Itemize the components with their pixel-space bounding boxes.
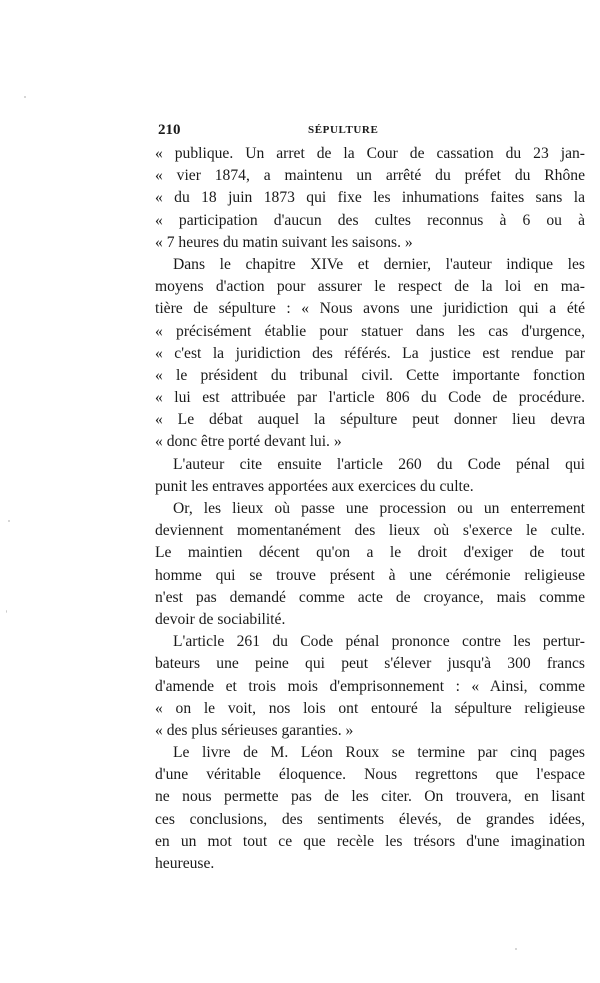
text-line: « Le débat auquel la sépulture peut donner lieu devra (155, 411, 585, 429)
text-line: tière de sépulture : « Nous avons une juridiction qui a été (155, 300, 585, 318)
body-text (155, 143, 585, 875)
text-line: ne nous permette pas de les citer. On trouvera, en lisant (155, 788, 585, 806)
text-line: L'article 261 du Code pénal prononce contre les pertur- (173, 633, 585, 651)
text-line: d'une véritable éloquence. Nous regrettons que l'espace (155, 766, 585, 784)
text-line: heureuse. (155, 855, 215, 872)
text-line: « précisément établie pour statuer dans les cas d'urgence, (155, 322, 585, 340)
scan-speck (24, 96, 26, 98)
text-line: n'est pas demandé comme acte de croyance, mais comme (155, 588, 585, 606)
text-line: moyens d'action pour assurer le respect de la loi en ma- (155, 278, 585, 296)
text-line: d'amende et trois mois d'emprisonnement : « Ainsi, comme (155, 677, 585, 695)
text-line: punit les entraves apportées aux exercices du culte. (155, 477, 474, 495)
text-line: « publique. Un arret de la Cour de cassation du 23 jan- (155, 145, 585, 162)
text-line: « vier 1874, a maintenu un arrêté du préfet du Rhône (155, 167, 585, 185)
scan-speck (8, 520, 10, 522)
text-line: Or, les lieux où passe une procession ou un enterrement (173, 500, 585, 517)
text-line: « on le voit, nos lois ont entouré la sépulture religieuse (155, 699, 585, 717)
scan-speck (6, 610, 7, 613)
running-title: SÉPULTURE (308, 124, 379, 136)
text-line: « des plus sérieuses garanties. » (155, 721, 354, 739)
text-line: « 7 heures du matin suivant les saisons. » (155, 233, 413, 251)
text-line: devoir de sociabilité. (155, 610, 286, 628)
scan-speck (515, 948, 517, 950)
text-line: « c'est la juridiction des référés. La justice est rendue par (155, 344, 585, 362)
text-line: « du 18 juin 1873 qui fixe les inhumations faites sans la (155, 189, 585, 207)
text-line: L'auteur cite ensuite l'article 260 du Code pénal qui (173, 455, 585, 473)
text-line: Dans le chapitre XIVe et dernier, l'auteur indique les (173, 255, 585, 273)
text-line: « le président du tribunal civil. Cette importante fonction (155, 366, 585, 384)
text-line: en un mot tout ce que recèle les trésors d'une imagination (155, 832, 585, 850)
text-line: ces conclusions, des sentiments élevés, de grandes idées, (155, 810, 585, 828)
text-line: bateurs une peine qui peut s'élever jusqu'à 300 francs (155, 655, 585, 673)
running-head (158, 122, 582, 142)
page-number: 210 (158, 122, 181, 138)
text-line: « donc être porté devant lui. » (155, 433, 342, 451)
text-line: homme qui se trouve présent à une cérémonie religieuse (155, 566, 585, 584)
text-line: Le livre de M. Léon Roux se termine par cinq pages (173, 744, 585, 762)
text-line: « participation d'aucun des cultes reconnus à 6 ou à (155, 211, 585, 229)
text-line: « lui est attribuée par l'article 806 du Code de procédure. (155, 389, 585, 407)
text-line: deviennent momentanément des lieux où s'exerce le culte. (155, 522, 585, 540)
text-line: Le maintien décent qu'on a le droit d'exiger de tout (155, 544, 585, 562)
